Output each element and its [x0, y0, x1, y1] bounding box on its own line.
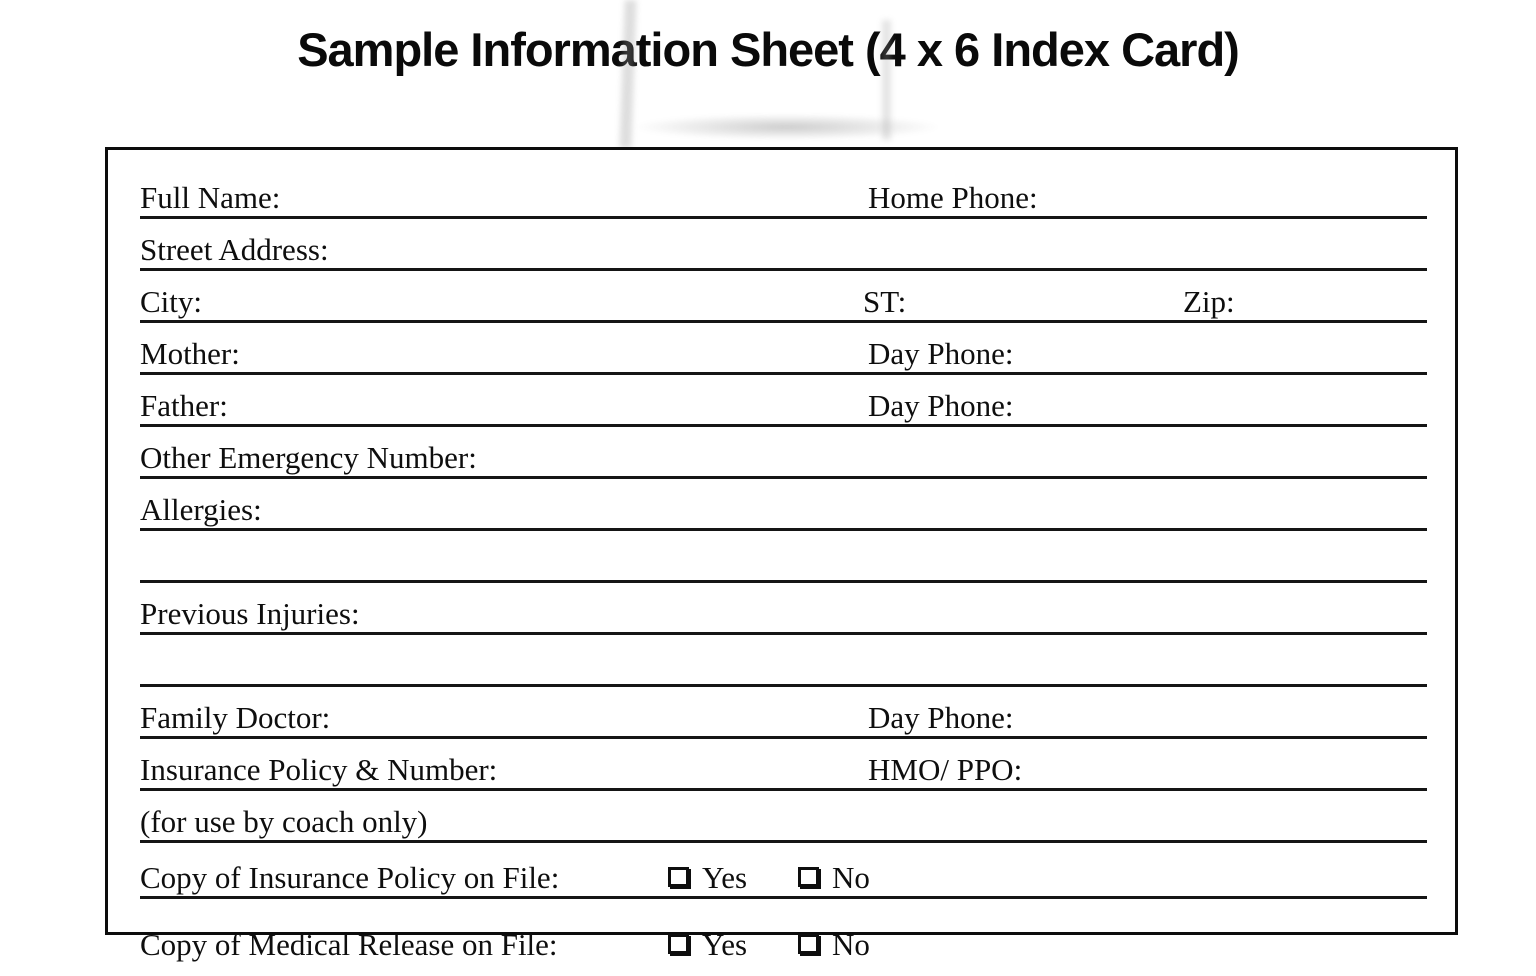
hmo-ppo-label: HMO/ PPO: — [868, 752, 1023, 787]
row-other-emergency-number — [140, 427, 1427, 479]
row-insurance-policy — [140, 739, 1427, 791]
father-label: Father: — [140, 388, 228, 423]
row-blank-line — [140, 635, 1427, 687]
checkbox-no-icon — [798, 934, 819, 954]
row-full-name — [140, 150, 1427, 219]
row-blank-line — [140, 531, 1427, 583]
row-previous-injuries — [140, 583, 1427, 635]
full-name-label: Full Name: — [140, 180, 281, 215]
row-family-doctor — [140, 687, 1427, 739]
form-rows — [140, 150, 1427, 963]
medical-release-on-file-label: Copy of Medical Release on File: — [140, 927, 558, 962]
row-allergies — [140, 479, 1427, 531]
row-city-st-zip — [140, 271, 1427, 323]
checkbox-yes-icon — [668, 934, 689, 954]
home-phone-label: Home Phone: — [868, 180, 1038, 215]
father-day-phone-label: Day Phone: — [868, 388, 1014, 423]
coach-use-only-label: (for use by coach only) — [140, 804, 428, 839]
family-doctor-label: Family Doctor: — [140, 700, 331, 735]
state-label: ST: — [863, 284, 907, 319]
row-insurance-policy-on-file — [140, 843, 1427, 899]
street-address-label: Street Address: — [140, 232, 329, 267]
allergies-label: Allergies: — [140, 492, 262, 527]
checkbox-yes-icon — [668, 867, 689, 887]
city-label: City: — [140, 284, 203, 319]
no-option-label: No — [832, 927, 870, 962]
row-mother — [140, 323, 1427, 375]
insurance-policy-number-label: Insurance Policy & Number: — [140, 752, 498, 787]
row-coach-use-only — [140, 791, 1427, 843]
page-title: Sample Information Sheet (4 x 6 Index Card) — [297, 23, 1239, 76]
yes-option-label: Yes — [702, 927, 748, 962]
mother-label: Mother: — [140, 336, 240, 371]
yes-option-label: Yes — [702, 860, 748, 895]
mother-day-phone-label: Day Phone: — [868, 336, 1014, 371]
row-street-address — [140, 219, 1427, 271]
other-emergency-number-label: Other Emergency Number: — [140, 440, 477, 475]
row-medical-release-on-file — [140, 899, 1427, 963]
previous-injuries-label: Previous Injuries: — [140, 596, 360, 631]
scan-smudge-artifact — [632, 114, 942, 140]
checkbox-no-icon — [798, 867, 819, 887]
doctor-day-phone-label: Day Phone: — [868, 700, 1014, 735]
row-father — [140, 375, 1427, 427]
index-card-outline — [105, 147, 1458, 962]
insurance-policy-on-file-label: Copy of Insurance Policy on File: — [140, 860, 560, 895]
zip-label: Zip: — [1183, 284, 1235, 319]
no-option-label: No — [832, 860, 870, 895]
